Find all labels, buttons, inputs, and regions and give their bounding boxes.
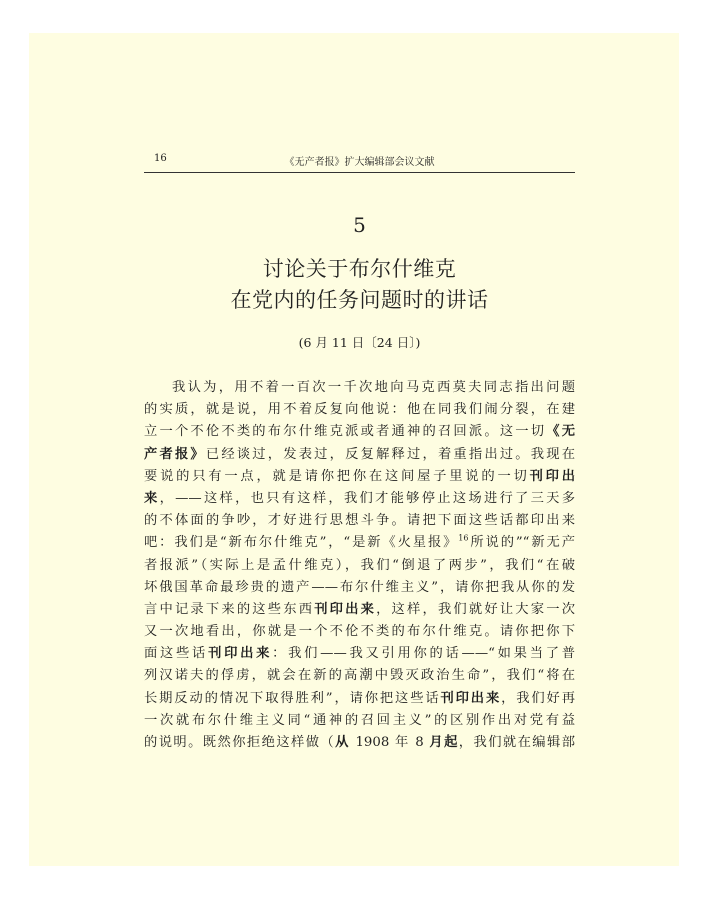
text-run: ，这样，我们就好让大家一次 bbox=[376, 601, 576, 617]
text-run: 立一个不伦不类的布尔什维克派或者通神的召回派。这一切 bbox=[144, 424, 547, 440]
text-run: 1908 年 8 bbox=[349, 735, 430, 750]
text-run: 者报派”（实际上是孟什维克），我们“倒退了两步”，我们“在破 bbox=[144, 557, 575, 573]
text-run: 面这些话 bbox=[144, 646, 209, 662]
text-line bbox=[144, 665, 575, 687]
text-run: 的实质，就是说，用不着反复向他说：他在同我们闹分裂，在建 bbox=[144, 402, 575, 418]
text-line bbox=[144, 688, 575, 710]
text-line bbox=[144, 444, 575, 466]
text-run: 所说的”“新无产 bbox=[468, 535, 575, 551]
header-rule bbox=[144, 172, 575, 173]
text-run: 我认为，用不着一百次一千次地向马克西莫夫同志指出问题 bbox=[172, 380, 575, 395]
text-run: ，——这样，也只有这样，我们才能够停止这场进行了三天多 bbox=[159, 490, 576, 506]
speech-date: (6 月 11 日〔24 日〕) bbox=[298, 335, 421, 350]
body-paragraph bbox=[144, 377, 575, 754]
text-run: 又一次地看出，你就是一个不伦不类的布尔什维克。请你把你下 bbox=[144, 624, 575, 640]
text-line bbox=[144, 621, 575, 643]
text-run: 要说的只有一点，就是请你把你在这间屋子里说的一切 bbox=[144, 468, 530, 484]
text-line bbox=[144, 599, 575, 621]
text-run: 的说明。既然你拒绝这样做（ bbox=[144, 735, 336, 750]
text-run: 列汉诺夫的俘虏，就会在新的高潮中毁灭政治生命”，我们“将在 bbox=[144, 668, 575, 684]
text-run: 已经谈过，发表过，反复解释过，着重指出过。我现在 bbox=[205, 446, 576, 462]
footnote-marker: 16 bbox=[458, 533, 469, 543]
chapter-title-line-2: 在党内的任务问题时的讲话 bbox=[230, 288, 489, 312]
bold-text: 产者报》 bbox=[144, 446, 206, 462]
text-run: ，我们就在编辑部 bbox=[458, 735, 576, 750]
bold-text: 刊印出来 bbox=[314, 601, 377, 617]
text-run: ：我们——我又引用你的话——“如果当了普 bbox=[272, 646, 576, 662]
bold-text: 月起 bbox=[429, 735, 459, 750]
text-line bbox=[144, 399, 575, 421]
text-line bbox=[144, 643, 575, 665]
bold-text: 来 bbox=[144, 490, 160, 506]
text-line bbox=[144, 510, 575, 532]
text-line bbox=[144, 532, 575, 554]
text-line bbox=[144, 710, 575, 732]
text-run: 吧：我们是“新布尔什维克”，“是新《火星报》 bbox=[144, 535, 459, 551]
bold-text: 刊印出来 bbox=[440, 690, 502, 706]
text-line bbox=[144, 488, 575, 510]
chapter-number: 5 bbox=[353, 213, 366, 237]
bold-text: 《无 bbox=[546, 424, 576, 440]
bold-text: 刊印出 bbox=[529, 468, 576, 484]
text-line bbox=[144, 466, 575, 488]
text-run: 一次就布尔什维主义同“通神的召回主义”的区别作出对党有益 bbox=[144, 712, 575, 728]
text-run: 长期反动的情况下取得胜利”，请你把这些话 bbox=[144, 690, 441, 706]
page-number: 16 bbox=[154, 153, 167, 164]
chapter-title-line-1: 讨论关于布尔什维克 bbox=[262, 257, 457, 281]
running-header bbox=[144, 151, 575, 171]
text-run: 言中记录下来的这些东西 bbox=[144, 601, 315, 617]
text-line bbox=[144, 377, 575, 399]
text-line bbox=[144, 421, 575, 443]
text-line bbox=[144, 577, 575, 599]
text-run: 坏俄国革命最珍贵的遗产——布尔什维主义”，请你把我从你的发 bbox=[144, 579, 575, 595]
text-line bbox=[144, 555, 575, 577]
text-line bbox=[144, 732, 575, 754]
running-title: 《无产者报》扩大编辑部会议文献 bbox=[284, 157, 435, 168]
text-run: ，我们好再 bbox=[501, 690, 576, 706]
text-run: 的不体面的争吵，才好进行思想斗争。请把下面这些话都印出来 bbox=[144, 513, 575, 529]
bold-text: 刊印出来 bbox=[208, 646, 273, 662]
bold-text: 从 bbox=[335, 735, 350, 750]
